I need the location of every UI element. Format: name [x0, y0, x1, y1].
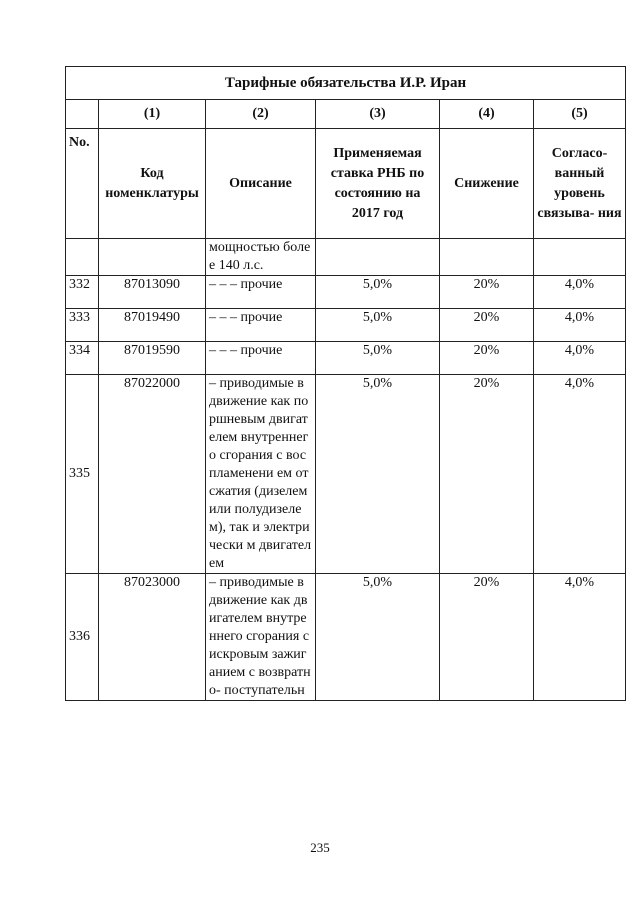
- row-reduction: 20%: [440, 574, 534, 701]
- column-number-3: (3): [316, 100, 440, 129]
- row-no: 332: [66, 276, 99, 309]
- table-row: [66, 276, 626, 309]
- row-bound: 4,0%: [534, 276, 626, 309]
- header-rate: Применяемая ставка РНБ по состоянию на 2017 год: [316, 129, 440, 239]
- row-no: 336: [66, 574, 99, 701]
- row-description: – – – прочие: [206, 309, 316, 342]
- continuation-row: [66, 239, 626, 276]
- header-row: [66, 129, 626, 239]
- column-number-5: (5): [534, 100, 626, 129]
- row-reduction: 20%: [440, 309, 534, 342]
- cell-empty: [66, 239, 99, 276]
- row-reduction: 20%: [440, 276, 534, 309]
- row-code: 87013090: [99, 276, 206, 309]
- cell-empty: [316, 239, 440, 276]
- row-rate: 5,0%: [316, 342, 440, 375]
- header-code: Код номенклатуры: [99, 129, 206, 239]
- row-code: 87019490: [99, 309, 206, 342]
- row-no: 334: [66, 342, 99, 375]
- row-description: – – – прочие: [206, 276, 316, 309]
- row-description: – приводимые в движение как двигателем внутреннего сгорания с искровым зажиганием с возвратно- поступательн: [206, 574, 316, 701]
- row-rate: 5,0%: [316, 574, 440, 701]
- header-bound: Согласо- ванный уровень связыва- ния: [534, 129, 626, 239]
- row-code: 87022000: [99, 375, 206, 574]
- row-rate: 5,0%: [316, 276, 440, 309]
- row-rate: 5,0%: [316, 375, 440, 574]
- column-number-1: (1): [99, 100, 206, 129]
- row-reduction: 20%: [440, 375, 534, 574]
- cell-empty: [99, 239, 206, 276]
- row-code: 87019590: [99, 342, 206, 375]
- column-number-4: (4): [440, 100, 534, 129]
- cell-empty: [440, 239, 534, 276]
- header-reduction: Снижение: [440, 129, 534, 239]
- row-bound: 4,0%: [534, 309, 626, 342]
- row-bound: 4,0%: [534, 375, 626, 574]
- tariff-table: [65, 66, 626, 701]
- title-row: [66, 67, 626, 100]
- row-no: 333: [66, 309, 99, 342]
- row-bound: 4,0%: [534, 342, 626, 375]
- page-number: 235: [310, 840, 330, 855]
- row-description: – – – прочие: [206, 342, 316, 375]
- row-reduction: 20%: [440, 342, 534, 375]
- header-no: No.: [66, 129, 99, 239]
- row-bound: 4,0%: [534, 574, 626, 701]
- row-description: – приводимые в движение как поршневым двигателем внутреннего сгорания с воспламенени ем от сжатия (дизелем или полудизелем), так и электрически м двигателем: [206, 375, 316, 574]
- row-no: 335: [66, 375, 99, 574]
- table-row: [66, 309, 626, 342]
- table-row: [66, 574, 626, 701]
- continuation-description: мощностью более 140 л.с.: [206, 239, 316, 276]
- column-number-2: (2): [206, 100, 316, 129]
- row-rate: 5,0%: [316, 309, 440, 342]
- cell-empty: [534, 239, 626, 276]
- table-row: [66, 342, 626, 375]
- row-code: 87023000: [99, 574, 206, 701]
- column-number-empty: [66, 100, 99, 129]
- table-title: Тарифные обязательства И.Р. Иран: [66, 67, 626, 100]
- header-description: Описание: [206, 129, 316, 239]
- table-row: [66, 375, 626, 574]
- column-number-row: [66, 100, 626, 129]
